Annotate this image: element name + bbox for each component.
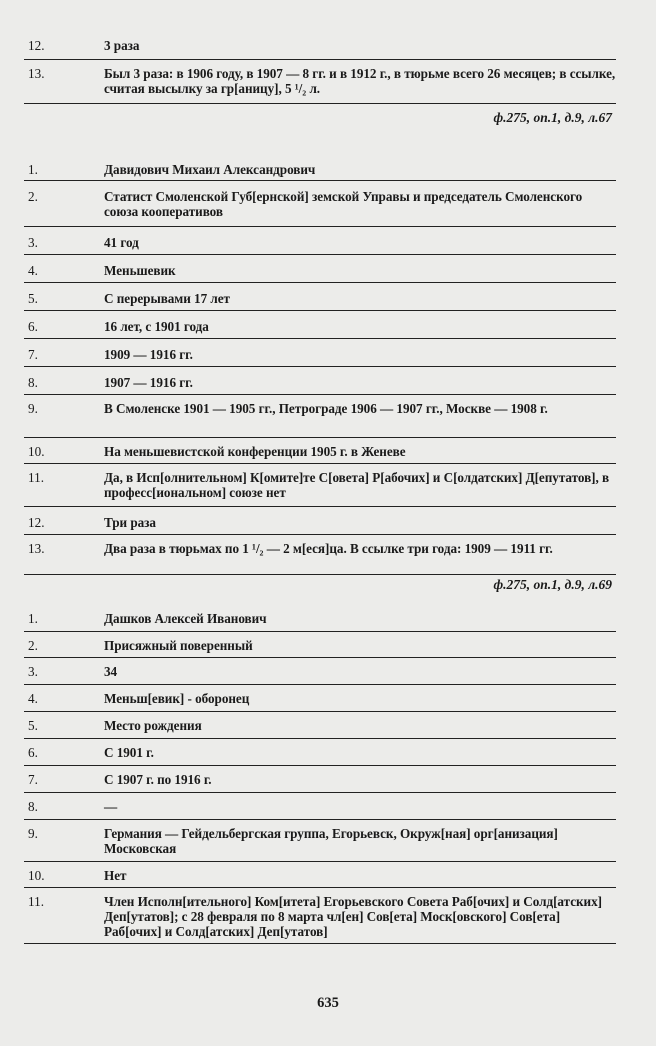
row-number: 6.	[28, 319, 38, 334]
table-row	[24, 395, 616, 438]
row-number: 12.	[28, 515, 45, 530]
row-number: 5.	[28, 291, 38, 306]
row-number: 2.	[28, 189, 38, 204]
row-text: В Смоленске 1901 — 1905 гг., Петрограде 1906 — 1907 гг., Москве — 1908 г.	[104, 401, 548, 416]
table-row	[24, 535, 616, 575]
row-text: Меньшевик	[104, 263, 176, 278]
row-text: 3 раза	[104, 38, 140, 53]
row-number: 9.	[28, 826, 38, 841]
row-text: 34	[104, 664, 118, 679]
table-row	[24, 255, 616, 283]
row-number: 6.	[28, 745, 38, 760]
row-number: 8.	[28, 799, 38, 814]
row-number: 3.	[28, 664, 38, 679]
row-text: Давидович Михаил Александрович	[104, 162, 316, 177]
row-text: Был 3 раза: в 1906 году, в 1907 — 8 гг. и в 1912 г., в тюрьме всего 26 месяцев; в ссылке, считая высылку за гр[аницу], 5 ¹/₂ л.	[104, 66, 616, 96]
row-text: —	[104, 799, 118, 814]
row-text: С перерывами 17 лет	[104, 291, 230, 306]
row-text: Присяжный поверенный	[104, 638, 253, 653]
row-text: 1909 — 1916 гг.	[104, 347, 193, 362]
archive-reference: ф.275, оп.1, д.9, л.69	[493, 577, 612, 592]
table-row	[24, 739, 616, 766]
table-row	[24, 685, 616, 712]
row-number: 11.	[28, 894, 44, 909]
row-text: Меньш[евик] - оборонец	[104, 691, 250, 706]
row-number: 2.	[28, 638, 38, 653]
row-number: 7.	[28, 347, 38, 362]
row-number: 4.	[28, 691, 38, 706]
table-row	[24, 339, 616, 367]
row-text: С 1901 г.	[104, 745, 154, 760]
table-row	[24, 438, 616, 464]
row-text: С 1907 г. по 1916 г.	[104, 772, 212, 787]
row-text: 41 год	[104, 235, 139, 250]
table-row	[24, 367, 616, 395]
entry-block-3	[24, 605, 616, 944]
table-row	[24, 658, 616, 685]
table-row	[24, 283, 616, 311]
row-number: 9.	[28, 401, 38, 416]
table-row	[24, 766, 616, 793]
row-number: 10.	[28, 444, 45, 459]
row-text: На меньшевистской конференции 1905 г. в Женеве	[104, 444, 406, 459]
table-row	[24, 32, 616, 60]
table-row	[24, 712, 616, 739]
table-row	[24, 632, 616, 658]
entry-block-1	[24, 32, 616, 126]
row-number: 5.	[28, 718, 38, 733]
row-text: Место рождения	[104, 718, 202, 733]
row-number: 4.	[28, 263, 38, 278]
table-row	[24, 888, 616, 944]
row-number: 10.	[28, 868, 45, 883]
row-text: Германия — Гейдельбергская группа, Егорьевск, Окруж[ная] орг[анизация] Московская	[104, 826, 558, 856]
table-row	[24, 820, 616, 862]
row-text: Три раза	[104, 515, 156, 530]
table-row	[24, 311, 616, 339]
row-text: Нет	[104, 868, 127, 883]
table-row	[24, 464, 616, 507]
row-number: 7.	[28, 772, 38, 787]
row-text: Статист Смоленской Губ[ернской] земской Управы и председатель Смоленского союза кооперативов	[104, 189, 583, 219]
row-number: 11.	[28, 470, 44, 485]
table-row	[24, 507, 616, 535]
table-row	[24, 793, 616, 820]
row-text: Член Исполн[ительного] Ком[итета] Егорьевского Совета Раб[очих] и Солд[атских] Деп[утатов]; с 28 февраля по 8 марта чл[ен] Сов[ета] Моск[овского] Сов[ета] Раб[очих] и Солд[атских] Деп[утатов]	[104, 894, 602, 939]
table-row	[24, 60, 616, 104]
row-text: Два раза в тюрьмах по 1 ¹/₂ — 2 м[еся]ца. В ссылке три года: 1909 — 1911 гг.	[104, 541, 553, 556]
entry-block-2	[24, 152, 616, 593]
table-row	[24, 605, 616, 632]
page-number: 635	[317, 995, 339, 1011]
table-row	[24, 227, 616, 255]
archive-reference: ф.275, оп.1, д.9, л.67	[493, 110, 612, 125]
row-number: 12.	[28, 38, 45, 53]
row-text: 1907 — 1916 гг.	[104, 375, 193, 390]
row-number: 13.	[28, 541, 45, 556]
row-text: Да, в Исп[олнительном] К[омите]те С[овета] Р[абочих] и С[олдатских] Д[епутатов], в професс[иональном] союзе нет	[104, 470, 610, 500]
table-row	[24, 181, 616, 227]
row-number: 1.	[28, 611, 38, 626]
row-number: 1.	[28, 162, 38, 177]
row-number: 3.	[28, 235, 38, 250]
table-row	[24, 152, 616, 181]
row-text: 16 лет, с 1901 года	[104, 319, 209, 334]
row-text: Дашков Алексей Иванович	[104, 611, 267, 626]
row-number: 13.	[28, 66, 45, 81]
table-row	[24, 862, 616, 888]
row-number: 8.	[28, 375, 38, 390]
